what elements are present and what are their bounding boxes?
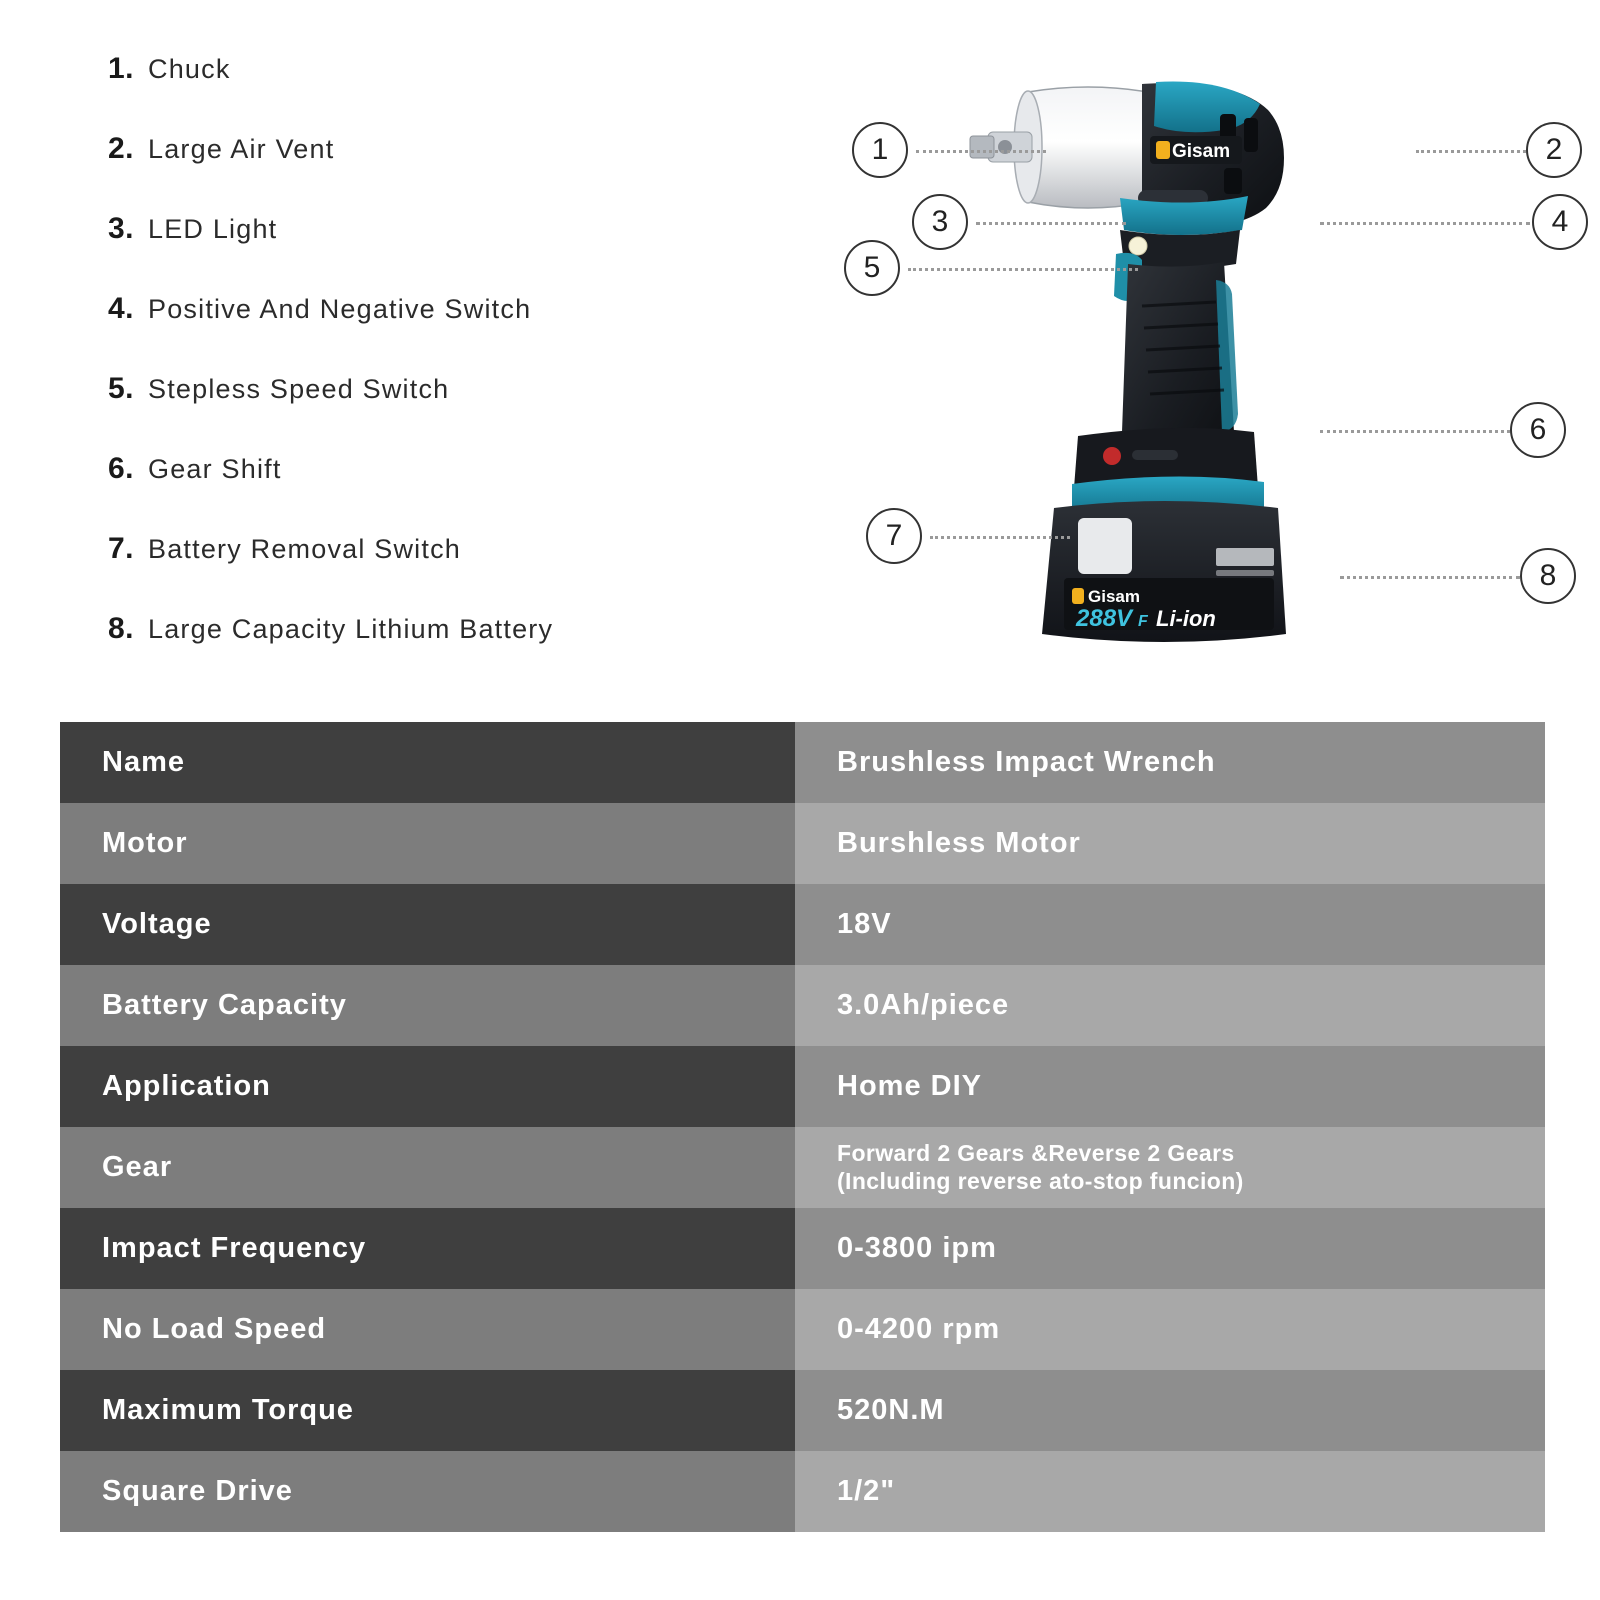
svg-text:F: F <box>1138 613 1148 630</box>
table-row <box>60 884 1545 965</box>
feature-label: Large Capacity Lithium Battery <box>148 614 554 644</box>
leader-line-1 <box>916 150 1046 153</box>
spec-key: Motor <box>60 803 795 884</box>
spec-value: Home DIY <box>795 1046 1545 1127</box>
specification-table <box>60 722 1545 1532</box>
feature-number: 8. <box>107 612 134 645</box>
list-item <box>80 532 780 612</box>
svg-text:Gisam: Gisam <box>1172 141 1231 162</box>
leader-line-3 <box>976 222 1126 225</box>
spec-key: Gear <box>60 1127 795 1208</box>
feature-label: Chuck <box>148 54 231 84</box>
callout-5: 5 <box>844 240 900 296</box>
callout-2: 2 <box>1526 122 1582 178</box>
list-item <box>80 612 780 692</box>
leader-line-4 <box>1320 222 1530 225</box>
feature-number: 1. <box>107 52 134 85</box>
callout-4: 4 <box>1532 194 1588 250</box>
feature-label: LED Light <box>148 214 278 244</box>
callout-1: 1 <box>852 122 908 178</box>
leader-line-5 <box>908 268 1138 271</box>
leader-line-6 <box>1320 430 1510 433</box>
feature-number: 6. <box>107 452 134 485</box>
feature-label: Stepless Speed Switch <box>148 374 450 404</box>
table-row <box>60 1208 1545 1289</box>
feature-number: 3. <box>107 212 134 245</box>
spec-value: 3.0Ah/piece <box>795 965 1545 1046</box>
leader-line-8 <box>1340 576 1520 579</box>
spec-key: Application <box>60 1046 795 1127</box>
table-row <box>60 1370 1545 1451</box>
leader-line-2 <box>1416 150 1526 153</box>
spec-value-line1: Forward 2 Gears &Reverse 2 Gears <box>837 1140 1235 1167</box>
spec-key: Voltage <box>60 884 795 965</box>
table-row <box>60 803 1545 884</box>
callout-8: 8 <box>1520 548 1576 604</box>
table-row <box>60 1127 1545 1208</box>
callout-7: 7 <box>866 508 922 564</box>
table-row <box>60 1289 1545 1370</box>
feature-number: 5. <box>107 372 134 405</box>
feature-label: Positive And Negative Switch <box>148 294 532 324</box>
spec-key: Square Drive <box>60 1451 795 1532</box>
feature-label: Large Air Vent <box>148 134 335 164</box>
feature-number: 7. <box>107 532 134 565</box>
spec-value: 0-3800 ipm <box>795 1208 1545 1289</box>
spec-key: No Load Speed <box>60 1289 795 1370</box>
table-row <box>60 965 1545 1046</box>
spec-value: 18V <box>795 884 1545 965</box>
product-illustration <box>820 40 1569 680</box>
list-item <box>80 292 780 372</box>
feature-label: Battery Removal Switch <box>148 534 461 564</box>
callout-6: 6 <box>1510 402 1566 458</box>
svg-text:288V: 288V <box>1076 605 1133 632</box>
spec-key: Maximum Torque <box>60 1370 795 1451</box>
list-item <box>80 52 780 132</box>
list-item <box>80 212 780 292</box>
spec-key: Name <box>60 722 795 803</box>
spec-value: 1/2" <box>795 1451 1545 1532</box>
impact-wrench-image <box>820 40 1560 680</box>
table-row <box>60 1046 1545 1127</box>
spec-value: 0-4200 rpm <box>795 1289 1545 1370</box>
leader-line-7 <box>930 536 1070 539</box>
spec-value-multiline <box>795 1127 1545 1208</box>
spec-value-line2: (Including reverse ato-stop funcion) <box>837 1167 1244 1194</box>
list-item <box>80 452 780 532</box>
table-row <box>60 722 1545 803</box>
spec-key: Battery Capacity <box>60 965 795 1046</box>
feature-number: 4. <box>107 292 134 325</box>
spec-value: 520N.M <box>795 1370 1545 1451</box>
spec-key: Impact Frequency <box>60 1208 795 1289</box>
feature-number: 2. <box>107 132 134 165</box>
svg-text:Li-ion: Li-ion <box>1156 606 1216 631</box>
spec-value: Burshless Motor <box>795 803 1545 884</box>
svg-text:Gisam: Gisam <box>1088 587 1140 606</box>
list-item <box>80 132 780 212</box>
table-row <box>60 1451 1545 1532</box>
list-item <box>80 372 780 452</box>
callout-3: 3 <box>912 194 968 250</box>
feature-list <box>80 52 780 692</box>
feature-label: Gear Shift <box>148 454 282 484</box>
spec-value: Brushless Impact Wrench <box>795 722 1545 803</box>
